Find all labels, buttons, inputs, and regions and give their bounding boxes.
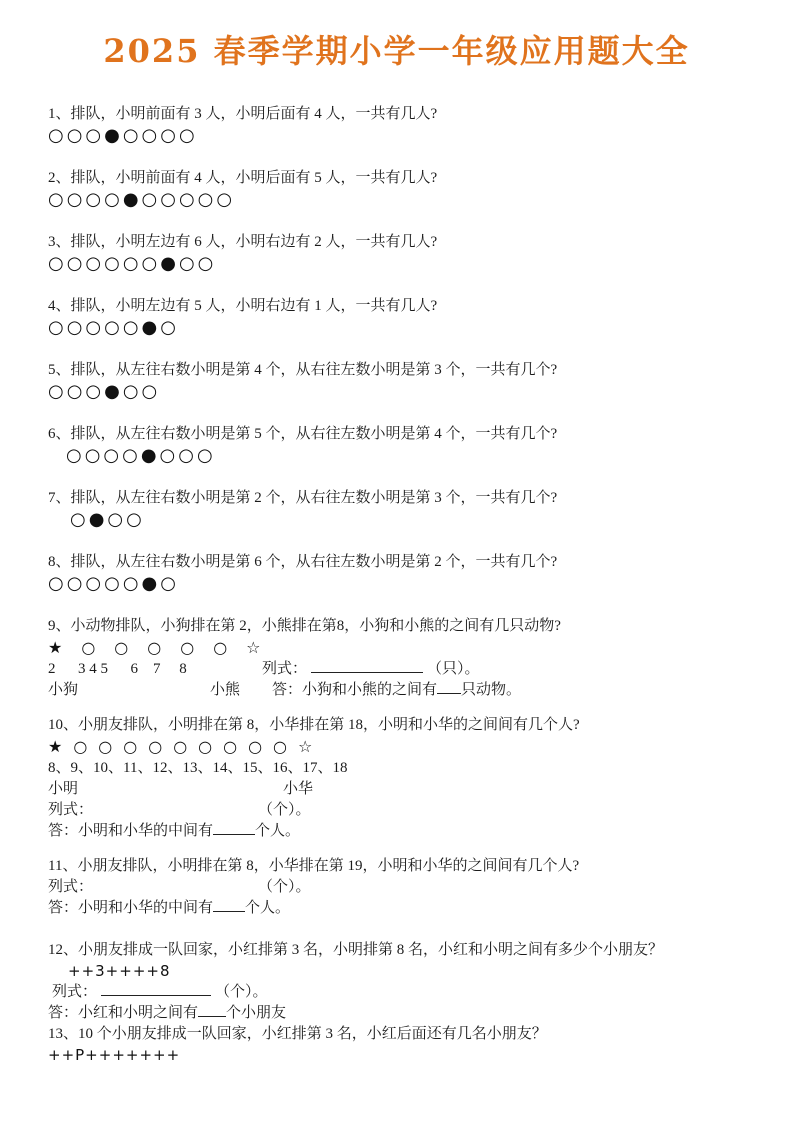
- star-circle-diagram: ★○○○○○☆: [48, 638, 280, 657]
- answer-blank: [198, 1003, 226, 1017]
- formula-unit: （个）。: [258, 879, 311, 895]
- answer-prefix: 答：小狗和小熊的之间有: [272, 682, 438, 698]
- circle-diagram: ○○○●○○: [48, 381, 161, 402]
- question-text: 8、排队，从左往右数小明是第 6 个，从右往左数小明是第 2 个，一共有几个?: [48, 554, 558, 570]
- answer-suffix: 个人。: [255, 823, 301, 839]
- numbers-and-formula-row: [48, 659, 745, 680]
- label-dog: 小狗: [48, 682, 79, 698]
- label-bear: 小熊: [210, 682, 241, 698]
- circle-diagram: ○○○○○●○: [48, 317, 179, 338]
- problem-6: [48, 424, 745, 467]
- answer-suffix: 个人。: [245, 900, 291, 916]
- position-numbers: 2 3 4 5 6 7 8: [48, 661, 187, 677]
- problem-4: [48, 296, 745, 339]
- answer-row: [48, 821, 745, 842]
- question-text: 10、小朋友排队，小明排在第 8，小华排在第 18，小明和小华的之间间有几个人?: [48, 717, 580, 733]
- question-text: 2、排队，小明前面有 4 人，小明后面有 5 人，一共有几人?: [48, 170, 438, 186]
- names-and-answer-row: [48, 680, 745, 701]
- answer-row: [48, 898, 745, 919]
- problem-2: [48, 168, 745, 211]
- plus-notation-line: ++P+++++++: [48, 1046, 181, 1064]
- answer-row: [48, 1003, 745, 1024]
- circle-diagram: ○○○○●○○○: [66, 445, 216, 466]
- answer-suffix: 个小朋友: [226, 1005, 287, 1021]
- problem-9: [48, 616, 745, 701]
- question-text: 4、排队，小明左边有 5 人，小明右边有 1 人，一共有几人?: [48, 298, 438, 314]
- answer-blank: [213, 898, 245, 912]
- formula-label: 列式：: [52, 984, 98, 1000]
- question-text: 5、排队，从左往右数小明是第 4 个，从右往左数小明是第 3 个，一共有几个?: [48, 362, 558, 378]
- question-text: 3、排队，小明左边有 6 人，小明右边有 2 人，一共有几人?: [48, 234, 438, 250]
- label-xiaoming: 小明: [48, 781, 79, 797]
- problem-12: [48, 940, 745, 1024]
- question-text: 6、排队，从左往右数小明是第 5 个，从右往左数小明是第 4 个，一共有几个?: [48, 426, 558, 442]
- question-text: 13、10 个小朋友排成一队回家，小红排第 3 名，小红后面还有几名小朋友？: [48, 1026, 547, 1042]
- circle-diagram: ○○○○●○○○○○: [48, 189, 236, 210]
- formula-label: 列式：: [262, 661, 308, 677]
- formula-row: [48, 982, 745, 1003]
- problem-8: [48, 552, 745, 595]
- problem-7: [48, 488, 745, 531]
- problem-3: [48, 232, 745, 275]
- formula-answer-blank: [101, 982, 211, 996]
- position-numbers: 8、9、10、11、12、13、14、15、16、17、18: [48, 760, 348, 776]
- formula-unit: （个）。: [215, 984, 268, 1000]
- circle-diagram: ○○○○○●○: [48, 573, 179, 594]
- question-text: 7、排队，从左往右数小明是第 2 个，从右往左数小明是第 3 个，一共有几个?: [48, 490, 558, 506]
- question-text: 11、小朋友排队，小明排在第 8，小华排在第 19，小明和小华的之间间有几个人?: [48, 858, 580, 874]
- formula-unit: （只）。: [427, 661, 480, 677]
- star-circle-diagram: ★○○○○○○○○○☆: [48, 737, 324, 756]
- problem-1: [48, 104, 745, 147]
- question-text: 12、小朋友排成一队回家，小红排第 3 名，小明排第 8 名，小红和小明之间有多少个小朋友？: [48, 942, 664, 958]
- formula-row: [48, 877, 745, 898]
- problem-5: [48, 360, 745, 403]
- label-xiaohua: 小华: [283, 781, 314, 797]
- circle-diagram: ○●○○: [70, 509, 145, 530]
- formula-label: 列式：: [48, 879, 94, 895]
- formula-label: 列式：: [48, 802, 94, 818]
- formula-unit: （个）。: [258, 802, 311, 818]
- question-text: 9、小动物排队，小狗排在第 2，小熊排在第8，小狗和小熊的之间有几只动物?: [48, 618, 561, 634]
- plus-notation-line: ++3++++8: [68, 962, 171, 980]
- answer-blank: [437, 680, 461, 694]
- problem-13: [48, 1024, 745, 1066]
- formula-answer-blank: [311, 659, 423, 673]
- answer-suffix: 只动物。: [461, 682, 522, 698]
- names-row: [48, 779, 745, 800]
- problem-11: [48, 856, 745, 919]
- circle-diagram: ○○○●○○○○: [48, 125, 198, 146]
- answer-prefix: 答：小明和小华的中间有: [48, 823, 214, 839]
- problem-10: [48, 715, 745, 842]
- circle-diagram: ○○○○○○●○○: [48, 253, 217, 274]
- answer-prefix: 答：小明和小华的中间有: [48, 900, 214, 916]
- page-title: 2025 春季学期小学一年级应用题大全: [103, 32, 690, 70]
- answer-prefix: 答：小红和小明之间有: [48, 1005, 199, 1021]
- answer-blank: [213, 821, 255, 835]
- formula-row: [48, 800, 745, 821]
- question-text: 1、排队，小明前面有 3 人，小明后面有 4 人，一共有几人?: [48, 106, 438, 122]
